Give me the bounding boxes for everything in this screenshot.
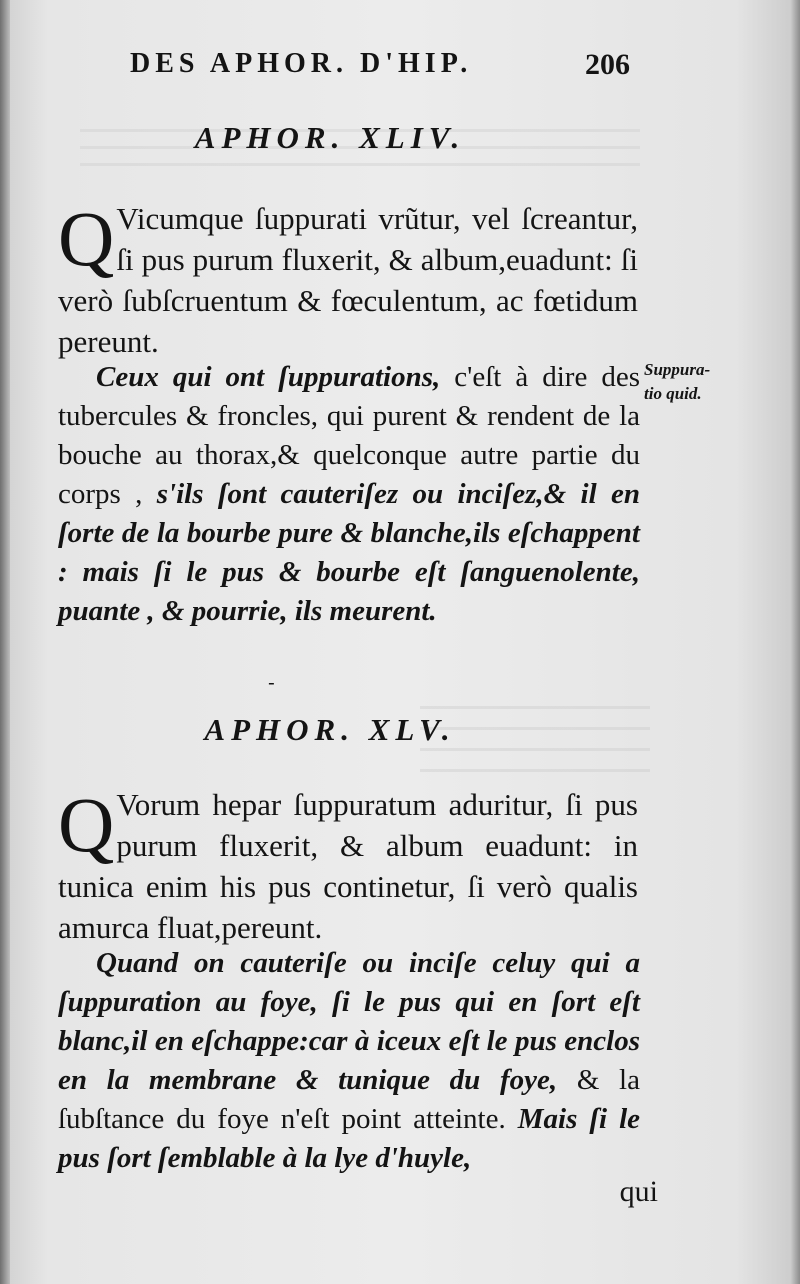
- aphorism-45-latin: [58, 781, 638, 948]
- running-header: [130, 48, 630, 80]
- page-number: 206: [585, 48, 630, 81]
- margin-note: [644, 358, 794, 406]
- gloss-roman: c'eſt à dire des tubercules & froncles, qui purent & rendent de la bouche au thorax,& quelconque autre partie du corps ,: [58, 361, 640, 510]
- aphorism-44-latin: [58, 195, 638, 362]
- aphorism-45-gloss: [58, 944, 640, 1178]
- gloss-italic: Ceux qui ont ſuppurations,: [96, 361, 441, 393]
- aphorism-44-title: APHOR. XLIV.: [194, 120, 466, 155]
- gloss-italic: Mais ſi le pus ſort ſemblable à la lye d'huyle,: [58, 1103, 640, 1174]
- latin-text: Vorum hepar ſuppuratum aduritur, ſi pus purum fluxerit, & album euadunt: in tunica enim his pus continetur, ſi verò qualis amurca fluat,pereunt.: [58, 787, 638, 945]
- separator-mark: -: [268, 670, 275, 694]
- gloss-italic: s'ils ſont cauteriſez ou inciſez,& il en ſorte de la bourbe pure & blanche,ils eſchappent : mais ſi le pus & bourbe eſt ſanguenolente, puante , & pourrie, ils meurent.: [58, 478, 640, 627]
- gloss-italic: Quand on cauteriſe ou inciſe celuy qui a ſuppuration au foye, ſi le pus qui en ſort eſt blanc,il en eſchappe:car à iceux eſt le pus enclos en la membrane & tunique du foye,: [58, 947, 640, 1096]
- catchword: qui: [619, 1175, 658, 1208]
- aphorism-44-gloss: [58, 358, 640, 631]
- running-title: DES APHOR. D'HIP.: [130, 48, 473, 79]
- aphorism-45-title: APHOR. XLV.: [204, 712, 456, 747]
- page-edge-left: [0, 0, 10, 1284]
- latin-text: Vicumque ſuppurati vrũtur, vel ſcreantur, ſi pus purum fluxerit, & album,euadunt: ſi verò ſubſcruentum & fœculentum, ac fœtidum pereunt.: [58, 201, 638, 359]
- drop-cap: Q: [58, 781, 115, 868]
- margin-note-line: Suppura-: [644, 360, 711, 379]
- gloss-roman: & la ſubſtance du foye n'eſt point atteinte.: [58, 1064, 640, 1135]
- page-edge-right: [790, 0, 800, 1284]
- drop-cap: Q: [58, 195, 115, 282]
- margin-note-line: tio quid.: [644, 384, 702, 403]
